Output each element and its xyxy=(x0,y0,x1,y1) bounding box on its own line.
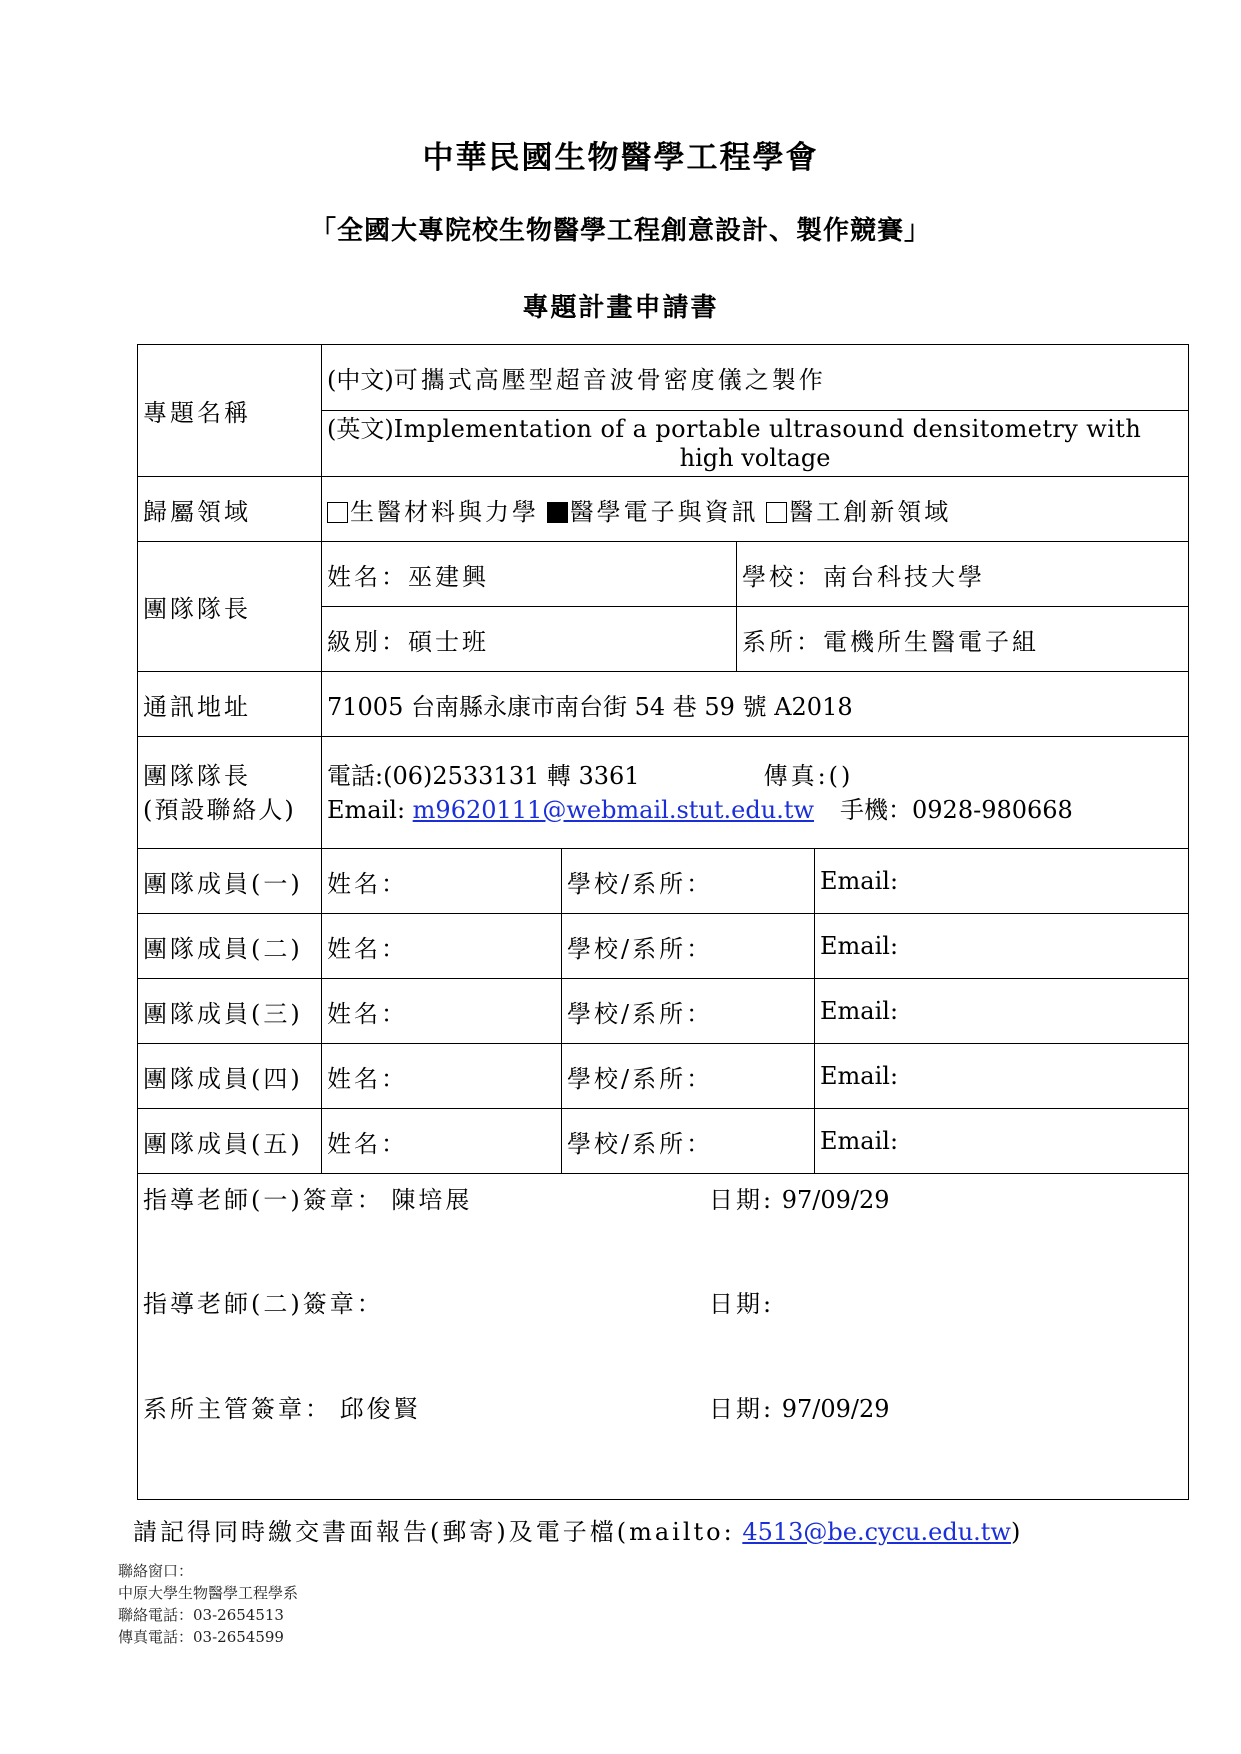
form-title: 專題計畫申請書 xyxy=(522,293,719,323)
project-en-name-line2: high voltage xyxy=(679,443,831,472)
contact-label-line1: 團隊隊長 xyxy=(143,761,251,790)
dept-head-date[interactable] xyxy=(709,1389,890,1424)
advisor1-name: 陳培展 xyxy=(391,1186,473,1214)
signature-row xyxy=(138,1174,1189,1500)
footer-contact-line4: 傳真電話：03-2654599 xyxy=(118,1628,284,1646)
advisor1-date-label: 日期: xyxy=(709,1186,775,1214)
project-en-name-line1: Implementation of a portable ultrasound densitometry with xyxy=(393,414,1142,443)
project-name-row-zh xyxy=(138,345,1189,411)
submission-note-text: 請記得同時繳交書面報告(郵寄)及電子檔(mailto: xyxy=(133,1518,735,1546)
checkbox-innovation[interactable] xyxy=(766,502,787,523)
domain-option-2: 醫學電子與資訊 xyxy=(569,497,759,526)
leader-school-field[interactable]: 學校：南台科技大學 xyxy=(737,542,1189,607)
org-title: 中華民國生物醫學工程學會 xyxy=(422,140,819,176)
contact-field xyxy=(322,737,1189,849)
advisor1-signature[interactable] xyxy=(143,1180,472,1215)
project-en-prefix: (英文) xyxy=(327,414,394,443)
checkbox-biomaterials[interactable] xyxy=(327,502,348,523)
submission-email-link[interactable]: 4513@be.cycu.edu.tw xyxy=(742,1518,1011,1546)
project-name-label: 專題名稱 xyxy=(138,345,322,477)
member-name-field[interactable]: 姓名： xyxy=(322,914,562,979)
footer-contact-line3: 聯絡電話：03-2654513 xyxy=(118,1606,284,1624)
advisor1-date[interactable] xyxy=(709,1180,890,1215)
member-school-field[interactable]: 學校/系所： xyxy=(562,849,815,914)
member-email-field[interactable]: Email: xyxy=(815,1044,1189,1109)
dept-head-date-value: 97/09/29 xyxy=(781,1395,890,1423)
project-name-zh-cell[interactable] xyxy=(322,345,1189,411)
member-school-field[interactable]: 學校/系所： xyxy=(562,914,815,979)
address-label: 通訊地址 xyxy=(138,672,322,737)
project-zh-prefix: (中文) xyxy=(327,366,394,394)
member-row xyxy=(138,849,1189,914)
footer-contact xyxy=(118,1560,298,1648)
advisor1-label: 指導老師(一)簽章： xyxy=(143,1186,384,1214)
domain-option-3: 醫工創新領域 xyxy=(789,497,952,526)
dept-head-date-label: 日期: xyxy=(709,1395,775,1423)
project-name-en-cell[interactable] xyxy=(322,411,1189,477)
member-row xyxy=(138,1109,1189,1174)
submission-note xyxy=(133,1512,1020,1547)
member-email-field[interactable]: Email: xyxy=(815,849,1189,914)
member-label: 團隊成員(一) xyxy=(138,849,322,914)
member-school-field[interactable]: 學校/系所： xyxy=(562,1109,815,1174)
member-name-field[interactable]: 姓名： xyxy=(322,1109,562,1174)
dept-head-label: 系所主管簽章： xyxy=(143,1395,332,1423)
member-row xyxy=(138,914,1189,979)
submission-note-close: ) xyxy=(1010,1518,1021,1546)
footer-contact-line2: 中原大學生物醫學工程學系 xyxy=(118,1584,299,1602)
contact-row xyxy=(138,737,1189,849)
application-form-table xyxy=(137,344,1189,1500)
leader-dept-field[interactable]: 系所：電機所生醫電子組 xyxy=(737,607,1189,672)
member-email-field[interactable]: Email: xyxy=(815,914,1189,979)
member-name-field[interactable]: 姓名： xyxy=(322,1044,562,1109)
advisor2-date-label: 日期: xyxy=(709,1290,775,1318)
member-school-field[interactable]: 學校/系所： xyxy=(562,1044,815,1109)
project-zh-name: 可攜式高壓型超音波骨密度儀之製作 xyxy=(393,366,826,394)
member-label: 團隊成員(四) xyxy=(138,1044,322,1109)
member-email-field[interactable]: Email: xyxy=(815,979,1189,1044)
dept-head-name: 邱俊賢 xyxy=(339,1395,421,1423)
leader-name-field[interactable]: 姓名：巫建興 xyxy=(322,542,737,607)
address-row xyxy=(138,672,1189,737)
contact-label xyxy=(138,737,322,849)
domain-label: 歸屬領域 xyxy=(138,477,322,542)
member-school-field[interactable]: 學校/系所： xyxy=(562,979,815,1044)
contact-phone[interactable]: 電話:(06)2533131 轉 3361 xyxy=(327,761,640,790)
dept-head-signature[interactable] xyxy=(143,1389,421,1424)
leader-row-1 xyxy=(138,542,1189,607)
advisor2-signature[interactable] xyxy=(143,1284,384,1319)
footer-contact-line1: 聯絡窗口： xyxy=(118,1562,194,1580)
competition-title: 「全國大專院校生物醫學工程創意設計、製作競賽」 xyxy=(309,216,931,246)
domain-options xyxy=(322,477,1189,542)
contact-fax[interactable]: 傳真:() xyxy=(763,761,854,790)
member-label: 團隊成員(三) xyxy=(138,979,322,1044)
checkbox-medical-electronics[interactable] xyxy=(547,502,568,523)
contact-label-line2: (預設聯絡人) xyxy=(143,795,296,824)
domain-option-1: 生醫材料與力學 xyxy=(350,497,539,526)
contact-mobile[interactable]: 手機：0928-980668 xyxy=(840,795,1073,824)
address-field[interactable]: 71005 台南縣永康市南台街 54 巷 59 號 A2018 xyxy=(322,672,1189,737)
advisor2-date[interactable] xyxy=(709,1284,774,1319)
member-row xyxy=(138,979,1189,1044)
advisor2-label: 指導老師(二)簽章： xyxy=(143,1290,384,1318)
member-label: 團隊成員(五) xyxy=(138,1109,322,1174)
contact-email-link[interactable]: m9620111@webmail.stut.edu.tw xyxy=(412,795,815,824)
member-row xyxy=(138,1044,1189,1109)
leader-level-field[interactable]: 級別：碩士班 xyxy=(322,607,737,672)
signature-block xyxy=(138,1174,1189,1500)
member-name-field[interactable]: 姓名： xyxy=(322,979,562,1044)
member-email-field[interactable]: Email: xyxy=(815,1109,1189,1174)
member-name-field[interactable]: 姓名： xyxy=(322,849,562,914)
leader-label: 團隊隊長 xyxy=(138,542,322,672)
advisor1-date-value: 97/09/29 xyxy=(781,1186,890,1214)
contact-email-label: Email: xyxy=(327,795,406,824)
member-label: 團隊成員(二) xyxy=(138,914,322,979)
domain-row xyxy=(138,477,1189,542)
